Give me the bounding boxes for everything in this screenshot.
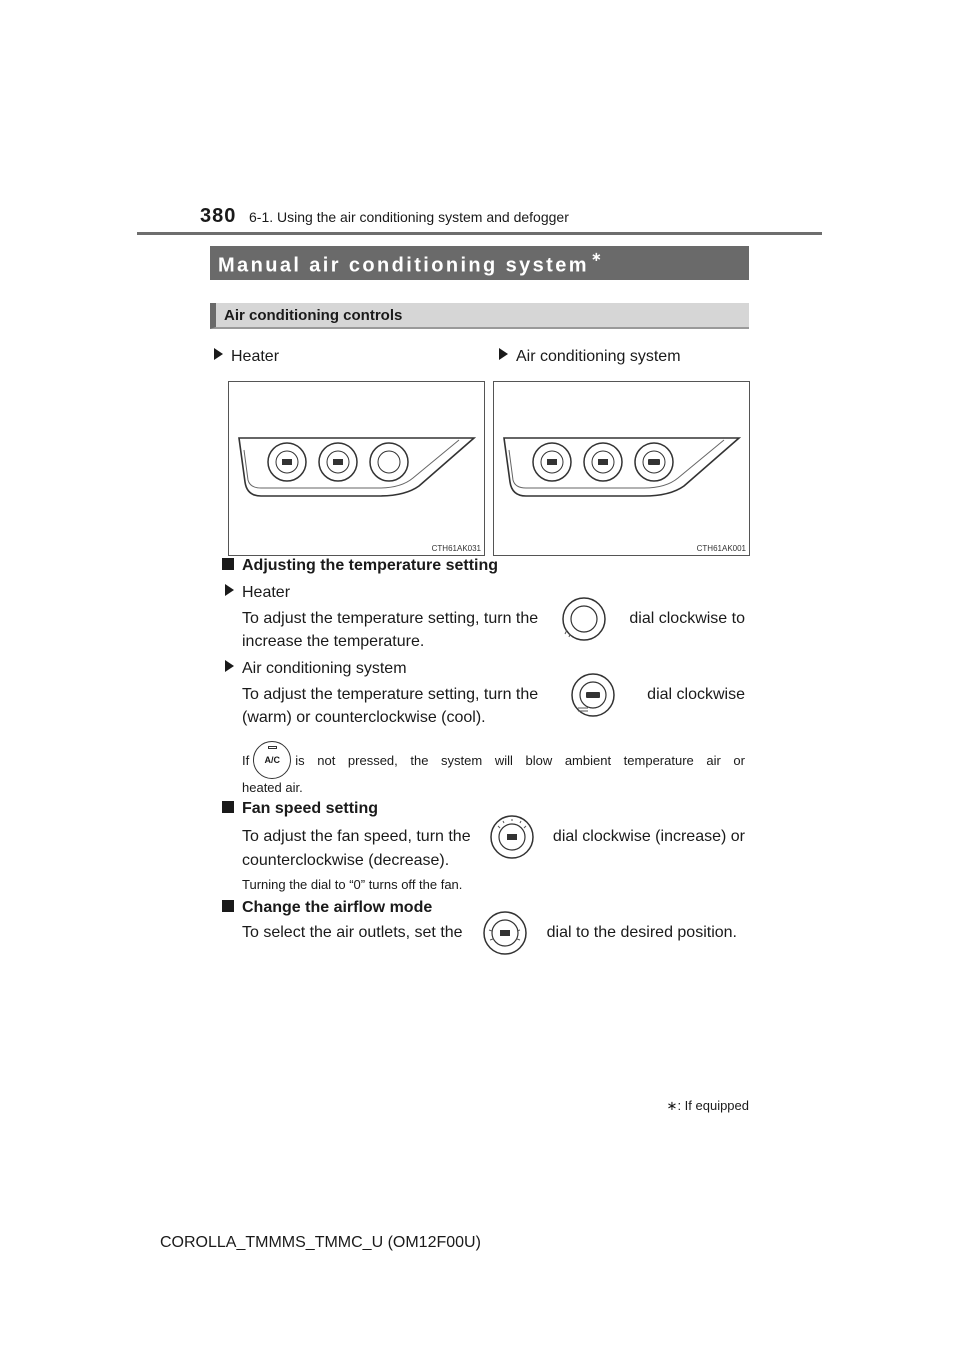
mode-dial-icon — [533, 443, 571, 481]
ac-button-note-line: If A/C is not pressed, the system will blow ambient temperature air or — [242, 740, 745, 780]
section-path: 6-1. Using the air conditioning system and defogger — [249, 209, 569, 225]
fan-speed-heading: Fan speed setting — [222, 800, 378, 818]
fan-dial-icon — [319, 443, 357, 481]
airflow-heading: Change the airflow mode — [222, 899, 432, 917]
main-title: Manual air conditioning system — [218, 254, 589, 277]
indicator-light-icon — [268, 746, 277, 749]
figure-code: CTH61AK001 — [696, 544, 746, 553]
fan-dial-icon — [489, 814, 535, 860]
subtitle: Air conditioning controls — [224, 307, 403, 324]
heater-subheading: Heater — [225, 584, 290, 602]
ac-instruction-line: To adjust the temperature setting, turn the dial clockwise — [242, 672, 745, 718]
temperature-heading: Adjusting the temperature setting — [222, 557, 498, 575]
arrow-right-icon — [499, 348, 508, 360]
ac-instruction-cont: (warm) or counterclockwise (cool). — [242, 709, 486, 726]
heater-instruction-line: To adjust the temperature setting, turn the dial clockwise to — [242, 596, 745, 642]
fan-note: Turning the dial to “0” turns off the fan. — [242, 877, 463, 892]
mode-dial-icon — [268, 443, 306, 481]
square-bullet-icon — [222, 801, 234, 813]
ac-temperature-dial-icon — [570, 672, 616, 718]
ac-panel-label: Air conditioning system — [499, 348, 681, 366]
ac-panel-illustration — [493, 381, 750, 556]
page-number: 380 — [200, 205, 237, 227]
fan-dial-icon — [584, 443, 622, 481]
footer-doc-id: COROLLA_TMMMS_TMMC_U (OM12F00U) — [160, 1234, 481, 1251]
heater-controls-drawing — [229, 382, 486, 557]
main-title-bar — [210, 246, 749, 280]
header-rule — [137, 232, 822, 235]
ac-temperature-dial-icon — [635, 443, 673, 481]
figure-code: CTH61AK031 — [431, 544, 481, 553]
arrow-right-icon — [214, 348, 223, 360]
arrow-right-icon — [225, 660, 234, 672]
equipped-mark: ∗ — [590, 249, 605, 264]
arrow-right-icon — [225, 584, 234, 596]
airflow-instruction-line: To select the air outlets, set the dial to the desired position. — [242, 910, 737, 956]
square-bullet-icon — [222, 900, 234, 912]
square-bullet-icon — [222, 558, 234, 570]
heater-panel-label: Heater — [214, 348, 279, 366]
temperature-dial-icon — [370, 443, 408, 481]
footnote: ∗: If equipped — [666, 1098, 749, 1113]
fan-instruction-cont: counterclockwise (decrease). — [242, 852, 450, 869]
temperature-dial-icon — [561, 596, 607, 642]
subtitle-bar — [210, 303, 749, 329]
ac-button-note-cont: heated air. — [242, 780, 303, 795]
fan-instruction-line: To adjust the fan speed, turn the dial clockwise (increase) or — [242, 814, 745, 860]
heater-panel-illustration — [228, 381, 485, 556]
ac-controls-drawing — [494, 382, 751, 557]
ac-button-icon: A/C — [253, 741, 291, 779]
heater-instruction-cont: increase the temperature. — [242, 633, 425, 650]
ac-subheading: Air conditioning system — [225, 660, 407, 678]
mode-dial-icon — [482, 910, 528, 956]
